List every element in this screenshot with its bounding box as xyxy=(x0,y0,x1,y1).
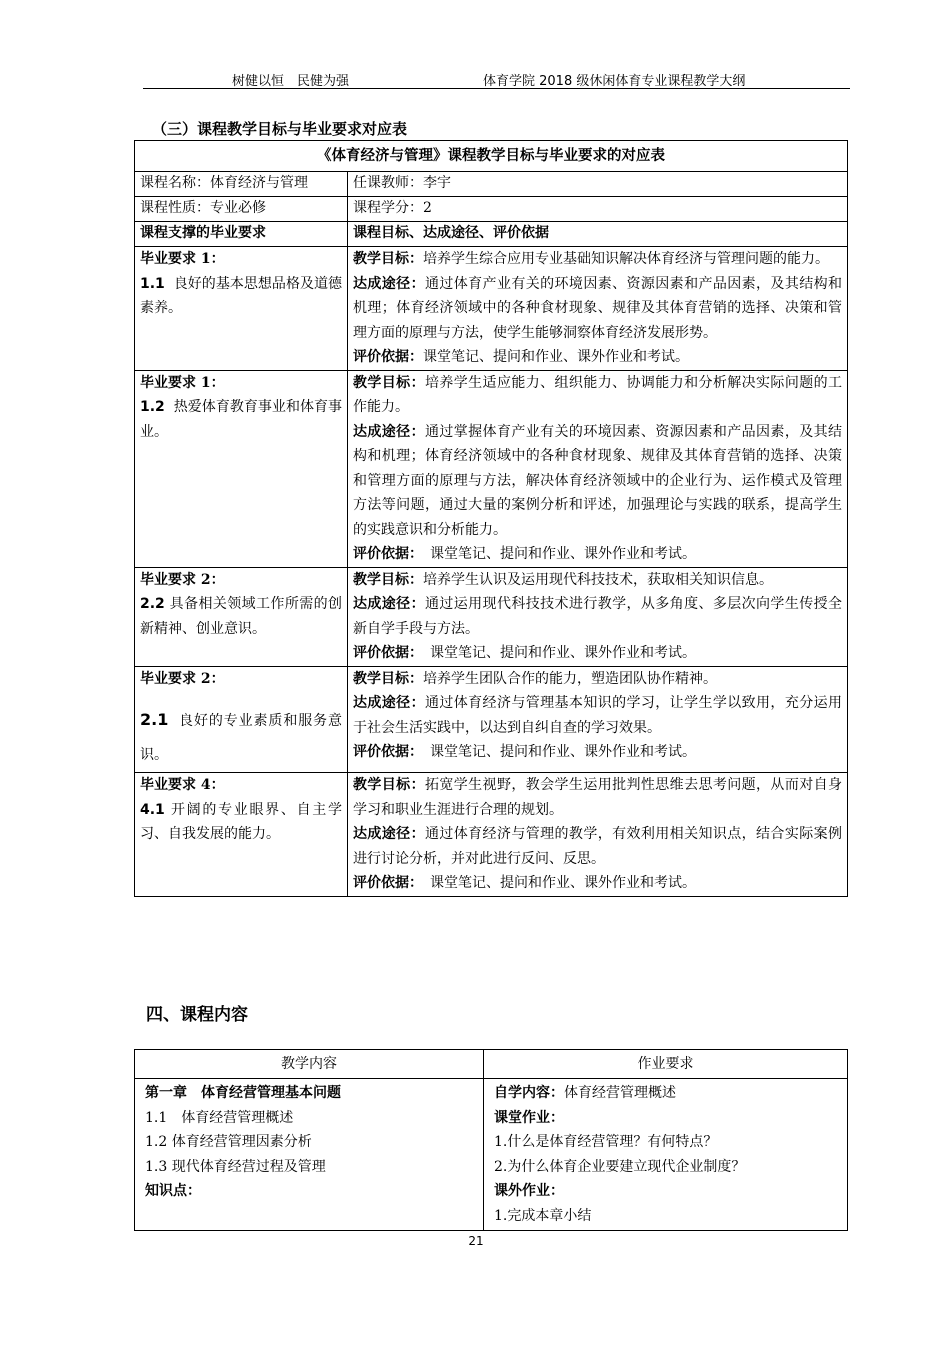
requirement-description: 具备相关领域工作所需的创新精神、创业意识。 xyxy=(140,596,343,637)
goal-text: 培养学生认识及运用现代科技技术，获取相关知识信息。 xyxy=(423,571,773,588)
homework-label: 课外作业： xyxy=(494,1183,564,1199)
goal-label: 教学目标： xyxy=(353,777,425,793)
eval-label: 评价依据： xyxy=(353,546,416,562)
section-4-title: 四、课程内容 xyxy=(146,1005,248,1025)
goal-text: 培养学生综合应用专业基础知识解决体育经济与管理问题的能力。 xyxy=(423,251,829,267)
list-item: 1.2 体育经营管理因素分析 xyxy=(145,1134,312,1150)
requirement-description: 热爱体育教育事业和体育事业。 xyxy=(140,399,343,440)
objective-cell xyxy=(348,567,848,666)
eval-label: 评价依据： xyxy=(353,875,416,891)
header-motto: 树健以恒 民健为强 xyxy=(232,74,350,89)
page-number: 21 xyxy=(468,1234,484,1248)
course-type: 课程性质：专业必修 xyxy=(135,197,348,222)
table-row xyxy=(135,567,848,666)
table-row xyxy=(135,1079,848,1231)
goal-label: 教学目标： xyxy=(353,251,423,267)
teacher: 任课教师：李宇 xyxy=(348,172,848,197)
requirement-number: 2.1 xyxy=(140,710,169,729)
path-text: 通过体育经济与管理的教学，有效利用相关知识点，结合实际案例进行讨论分析，并对此进行反问、反思。 xyxy=(353,826,843,867)
table-row xyxy=(135,247,848,371)
requirement-number: 4.1 xyxy=(140,801,165,818)
objective-cell xyxy=(348,247,848,371)
table-row xyxy=(135,773,848,897)
chapter-title: 第一章 体育经营管理基本问题 xyxy=(145,1085,341,1101)
eval-text: 课堂笔记、提问和作业、课外作业和考试。 xyxy=(416,744,696,760)
requirement-label: 毕业要求 1： xyxy=(140,251,225,267)
section-3-title: （三）课程教学目标与毕业要求对应表 xyxy=(152,120,408,138)
requirement-label: 毕业要求 1： xyxy=(140,374,225,391)
eval-label: 评价依据： xyxy=(353,744,416,760)
table-row xyxy=(135,370,848,567)
objective-cell xyxy=(348,773,848,897)
self-study-text: 体育经营管理概述 xyxy=(564,1085,676,1101)
requirement-number: 1.1 xyxy=(140,275,165,292)
homework-cell xyxy=(484,1079,848,1231)
eval-label: 评价依据： xyxy=(353,349,423,365)
right-column-header: 课程目标、达成途径、评价依据 xyxy=(348,222,848,247)
requirement-description: 良好的基本思想品格及道德素养。 xyxy=(140,275,343,316)
self-study-label: 自学内容： xyxy=(494,1085,564,1101)
requirement-label: 毕业要求 2： xyxy=(140,571,225,588)
knowledge-points-label: 知识点： xyxy=(145,1183,201,1199)
requirement-cell xyxy=(135,370,348,567)
course-content-table xyxy=(134,1049,848,1231)
path-label: 达成途径： xyxy=(353,423,425,440)
requirement-cell xyxy=(135,247,348,371)
header-document-title: 体育学院 2018 级休闲体育专业课程教学大纲 xyxy=(483,74,746,89)
requirement-cell xyxy=(135,567,348,666)
list-item: 1.3 现代体育经营过程及管理 xyxy=(145,1158,326,1175)
content-column-header: 教学内容 xyxy=(135,1050,484,1079)
objectives-mapping-table xyxy=(134,140,848,897)
goal-text: 培养学生适应能力、组织能力、协调能力和分析解决实际问题的工作能力。 xyxy=(353,374,843,415)
path-text: 通过运用现代科技技术进行教学，从多角度、多层次向学生传授全新自学手段与方法。 xyxy=(353,596,843,637)
objective-cell xyxy=(348,370,848,567)
path-text: 通过掌握体育产业有关的环境因素、资源因素和产品因素，及其结构和机理；体育经济领域中的各种食材现象、规律及其体育营销的选择、决策和管理方面的原理与方法，解决体育经济领域中的企业行为、运作模式及管理方法等问题，通过大量的案例分析和评述，加强理论与实践的联系，提高学生的实践意识和分析能力。 xyxy=(353,423,843,538)
path-label: 达成途径： xyxy=(353,826,425,842)
requirement-number: 1.2 xyxy=(140,399,165,415)
class-work-label: 课堂作业： xyxy=(494,1109,564,1126)
goal-text: 拓宽学生视野，教会学生运用批判性思维去思考问题，从而对自身学习和职业生涯进行合理的规划。 xyxy=(353,777,843,818)
header-rule xyxy=(143,88,850,89)
path-label: 达成途径： xyxy=(353,596,425,612)
table-row xyxy=(135,666,848,773)
objective-cell xyxy=(348,666,848,773)
requirement-cell xyxy=(135,773,348,897)
path-text: 通过体育经济与管理基本知识的学习，让学生学以致用，充分运用于社会生活实践中，以达到自纠自查的学习效果。 xyxy=(353,695,843,736)
requirement-cell xyxy=(135,666,348,773)
goal-label: 教学目标： xyxy=(353,670,423,687)
list-item: 1.完成本章小结 xyxy=(494,1207,592,1224)
requirement-description: 开阔的专业眼界、自主学习、自我发展的能力。 xyxy=(140,801,342,842)
list-item: 1.1 体育经营管理概述 xyxy=(145,1109,294,1126)
list-item: 2.为什么体育企业要建立现代企业制度？ xyxy=(494,1158,746,1175)
goal-label: 教学目标： xyxy=(353,374,425,391)
eval-text: 课堂笔记、提问和作业、课外作业和考试。 xyxy=(416,546,696,562)
eval-text: 课堂笔记、提问和作业、课外作业和考试。 xyxy=(416,645,696,661)
left-column-header: 课程支撑的毕业要求 xyxy=(135,222,348,247)
eval-label: 评价依据： xyxy=(353,645,416,661)
table-title: 《体育经济与管理》课程教学目标与毕业要求的对应表 xyxy=(135,141,848,172)
path-text: 通过体育产业有关的环境因素、资源因素和产品因素，及其结构和机理；体育经济领域中的各种食材现象、规律及其体育营销的选择、决策和管理方面的原理与方法，使学生能够洞察体育经济发展形势。 xyxy=(353,275,843,341)
goal-label: 教学目标： xyxy=(353,571,423,588)
requirement-number: 2.2 xyxy=(140,596,165,612)
requirement-description: 良好的专业素质和服务意识。 xyxy=(140,713,343,763)
path-label: 达成途径： xyxy=(353,275,425,292)
teaching-content-cell xyxy=(135,1079,484,1231)
course-credits: 课程学分：2 xyxy=(348,197,848,222)
list-item: 1.什么是体育经营管理？有何特点？ xyxy=(494,1134,718,1150)
eval-text: 课堂笔记、提问和作业、课外作业和考试。 xyxy=(423,349,689,365)
homework-column-header: 作业要求 xyxy=(484,1050,848,1079)
eval-text: 课堂笔记、提问和作业、课外作业和考试。 xyxy=(416,875,696,891)
requirement-label: 毕业要求 4： xyxy=(140,777,225,793)
path-label: 达成途径： xyxy=(353,695,425,711)
requirement-label: 毕业要求 2： xyxy=(140,670,225,687)
goal-text: 培养学生团队合作的能力，塑造团队协作精神。 xyxy=(423,670,717,687)
course-name: 课程名称：体育经济与管理 xyxy=(135,172,348,197)
